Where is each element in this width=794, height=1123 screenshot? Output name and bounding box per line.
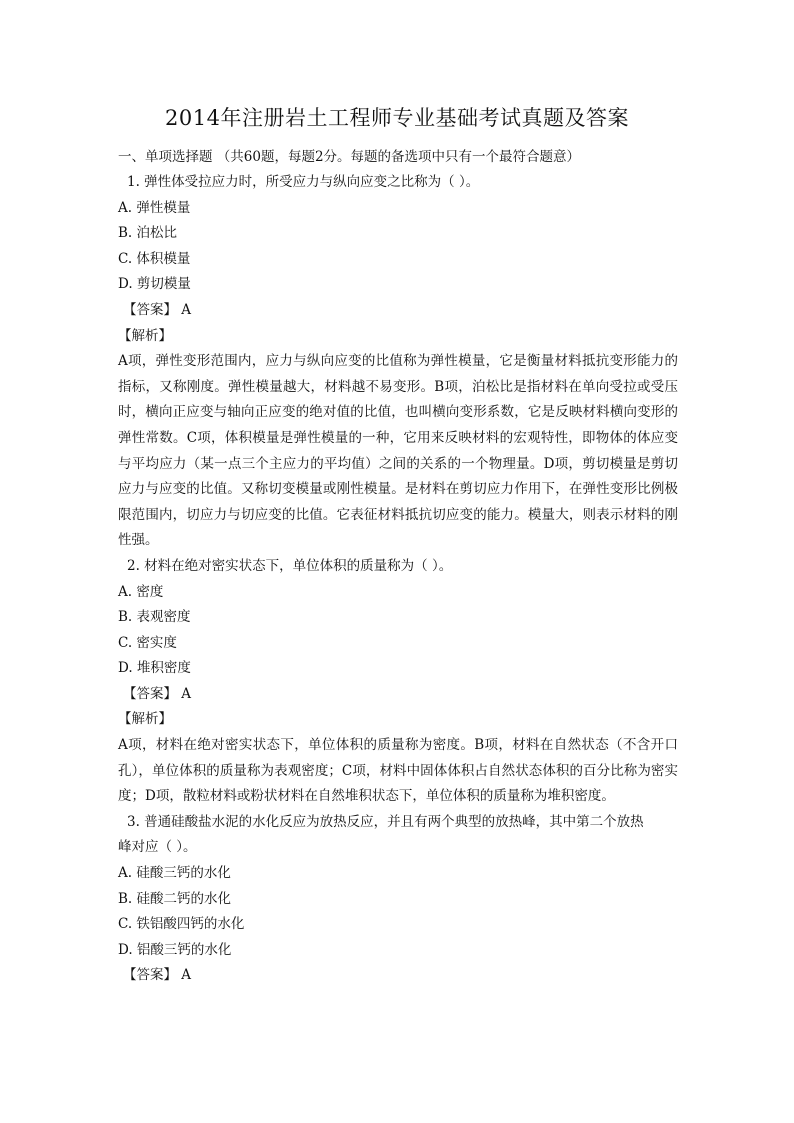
analysis-label: 【解析】	[118, 711, 172, 728]
option: D. 堆积密度	[118, 660, 191, 677]
analysis-text: A项，弹性变形范围内，应力与纵向应变的比值称为弹性模量，它是衡量材料抵抗变形能力的指标，又称刚度。弹性模量越大，材料越不易变形。B项，泊松比是指材料在单向受拉或受压时，横向正应变与轴向正应变的绝对值的比值，也叫横向变形系数，它是反映材料横向变形的弹性常数。C项，体积模量是弹性模量的一种，它用来反映材料的宏观特性，即物体的体应变与平均应力（某一点三个主应力的平均值）之间的关系的一个物理量。D项，剪切模量是剪切应力与应变的比值。又称切变模量或刚性模量。是材料在剪切应力作用下，在弹性变形比例极限范围内，切应力与切应变的比值。它表征材料抵抗切应变的能力。模量大，则表示材料的刚性强。	[118, 353, 678, 549]
option: C. 铁铝酸四钙的水化	[118, 916, 245, 933]
option: C. 密实度	[118, 634, 177, 651]
answer: 【答案】 A	[123, 685, 192, 702]
option: D. 铝酸三钙的水化	[118, 941, 232, 958]
option: B. 表观密度	[118, 609, 191, 626]
option: C. 体积模量	[118, 250, 191, 267]
option: A. 硅酸三钙的水化	[118, 865, 231, 882]
analysis-label: 【解析】	[118, 327, 172, 344]
question-stem: 3. 普通硅酸盐水泥的水化反应为放热反应，并且有两个典型的放热峰，其中第二个放热	[127, 813, 644, 830]
option: A. 密度	[118, 583, 164, 600]
document-title: 2014年注册岩土工程师专业基础考试真题及答案	[165, 106, 629, 130]
answer: 【答案】 A	[123, 967, 192, 984]
option: B. 泊松比	[118, 225, 178, 242]
option: B. 硅酸二钙的水化	[118, 890, 232, 907]
analysis-text: A项，材料在绝对密实状态下，单位体积的质量称为密度。B项，材料在自然状态（不含开口孔），单位体积的质量称为表观密度；C项，材料中固体体积占自然状态体积的百分比称为密实度；D项，散粒材料或粉状材料在自然堆积状态下，单位体积的质量称为堆积密度。	[118, 737, 678, 805]
section-header: 一、单项选择题 （共60题，每题2分。每题的备选项中只有一个最符合题意）	[118, 149, 581, 165]
question-stem: 1. 弹性体受拉应力时，所受应力与纵向应变之比称为（ ）。	[127, 174, 480, 190]
option: A. 弹性模量	[118, 199, 191, 216]
answer: 【答案】 A	[123, 301, 192, 318]
option: D. 剪切模量	[118, 276, 191, 293]
document-body	[118, 170, 678, 989]
question-stem: 2. 材料在绝对密实状态下，单位体积的质量称为（ ）。	[127, 557, 453, 574]
question-stem-continued: 峰对应（ ）。	[118, 839, 197, 856]
